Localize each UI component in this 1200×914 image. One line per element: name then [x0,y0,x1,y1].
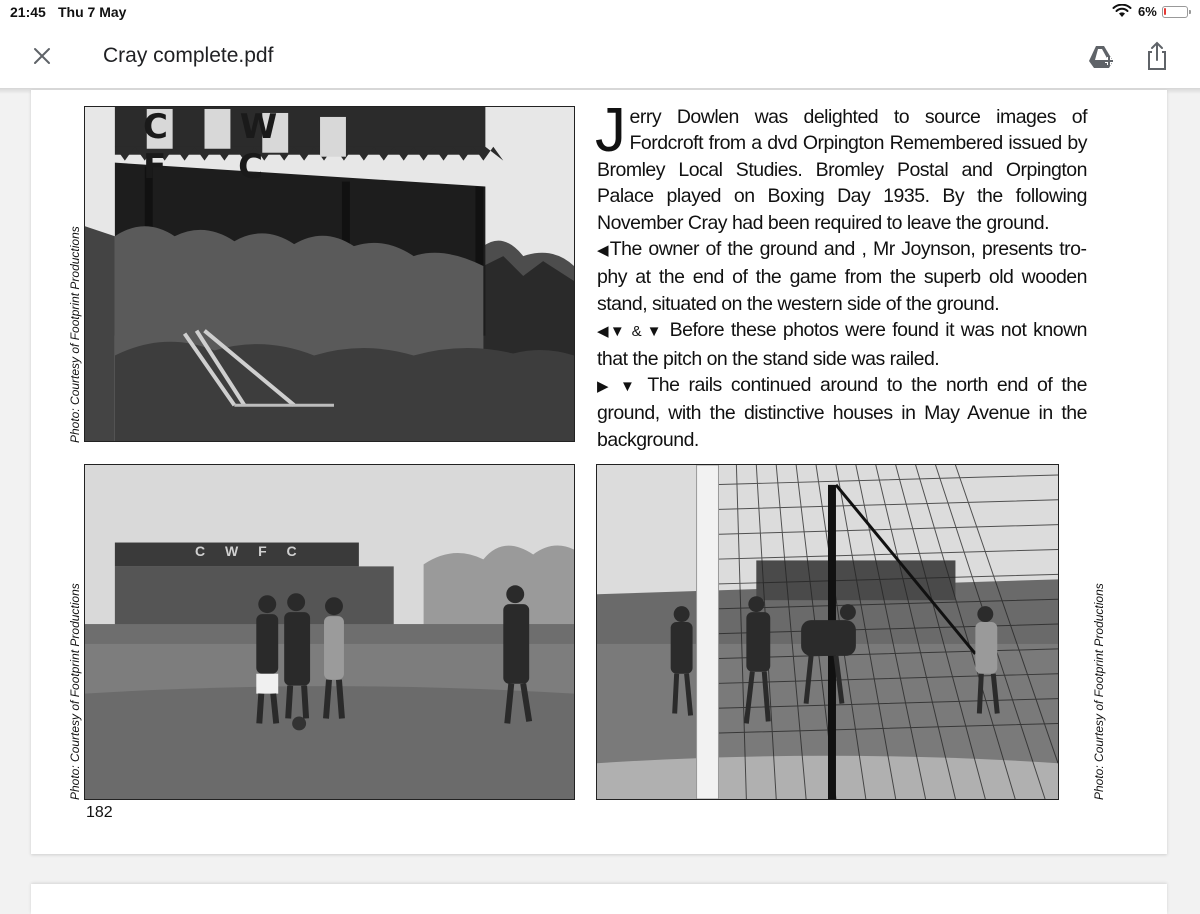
photo-stand-crowd [84,106,575,442]
article-text [595,96,1088,453]
photo-credit-bottom-left: Photo: Courtesy of Footprint Productions [68,583,82,800]
article-intro: erry Dowlen was delighted to source images of Fordcroft from a dvd Orpington Remembered issued by Bromley Local Studies. Bromley Postal and Orpington Palace played on Boxing Day 1935. By the following November Cray had been required to leave the ground. [597,106,1087,234]
battery-percent: 6% [1138,4,1157,19]
article-paragraph-3 [597,317,1087,372]
app-bar [0,24,1200,88]
close-icon[interactable] [26,40,58,72]
battery-level-fill [1164,8,1166,15]
battery-icon [1162,6,1188,18]
wifi-icon [1112,4,1132,18]
article-p4: The rails continued around to the north end of the ground, with the distinctive houses in May Avenue in the background. [597,374,1087,451]
status-time: 21:45 [10,4,46,20]
photo-captains-handshake [84,464,575,800]
arrows-marker: ◀▼ & ▼ [597,323,663,341]
status-bar [0,0,1200,24]
page-number: 182 [86,804,113,821]
right-down-marker: ▶ ▼ [597,378,639,396]
article-paragraph-4 [597,372,1087,453]
photo-credit-bottom-right: Photo: Courtesy of Footprint Productions [1092,583,1106,800]
share-icon[interactable] [1142,40,1172,72]
article-paragraph-1 [595,96,1087,236]
photo-goalmouth [596,464,1059,800]
stand-sign: C W F C [143,107,308,187]
article-p2: The owner of the ground and , Mr Joynson, presents trophy at the end of the game from the superb old wooden stand, situated on the western side of the ground. [597,238,1088,315]
drop-cap: J [595,96,626,165]
document-title: Cray complete.pdf [103,44,274,67]
stand-sign-small: C W F C [195,543,305,559]
next-pdf-page[interactable] [31,884,1167,914]
status-date: Thu 7 May [58,4,127,20]
photo-credit-top-left: Photo: Courtesy of Footprint Productions [68,226,82,443]
add-to-drive-icon[interactable] [1086,42,1116,72]
left-arrow-marker: ◀ [597,242,610,260]
article-p3: Before these photos were found it was not known that the pitch on the stand side was railed. [597,319,1087,370]
article-paragraph-2 [597,236,1087,317]
